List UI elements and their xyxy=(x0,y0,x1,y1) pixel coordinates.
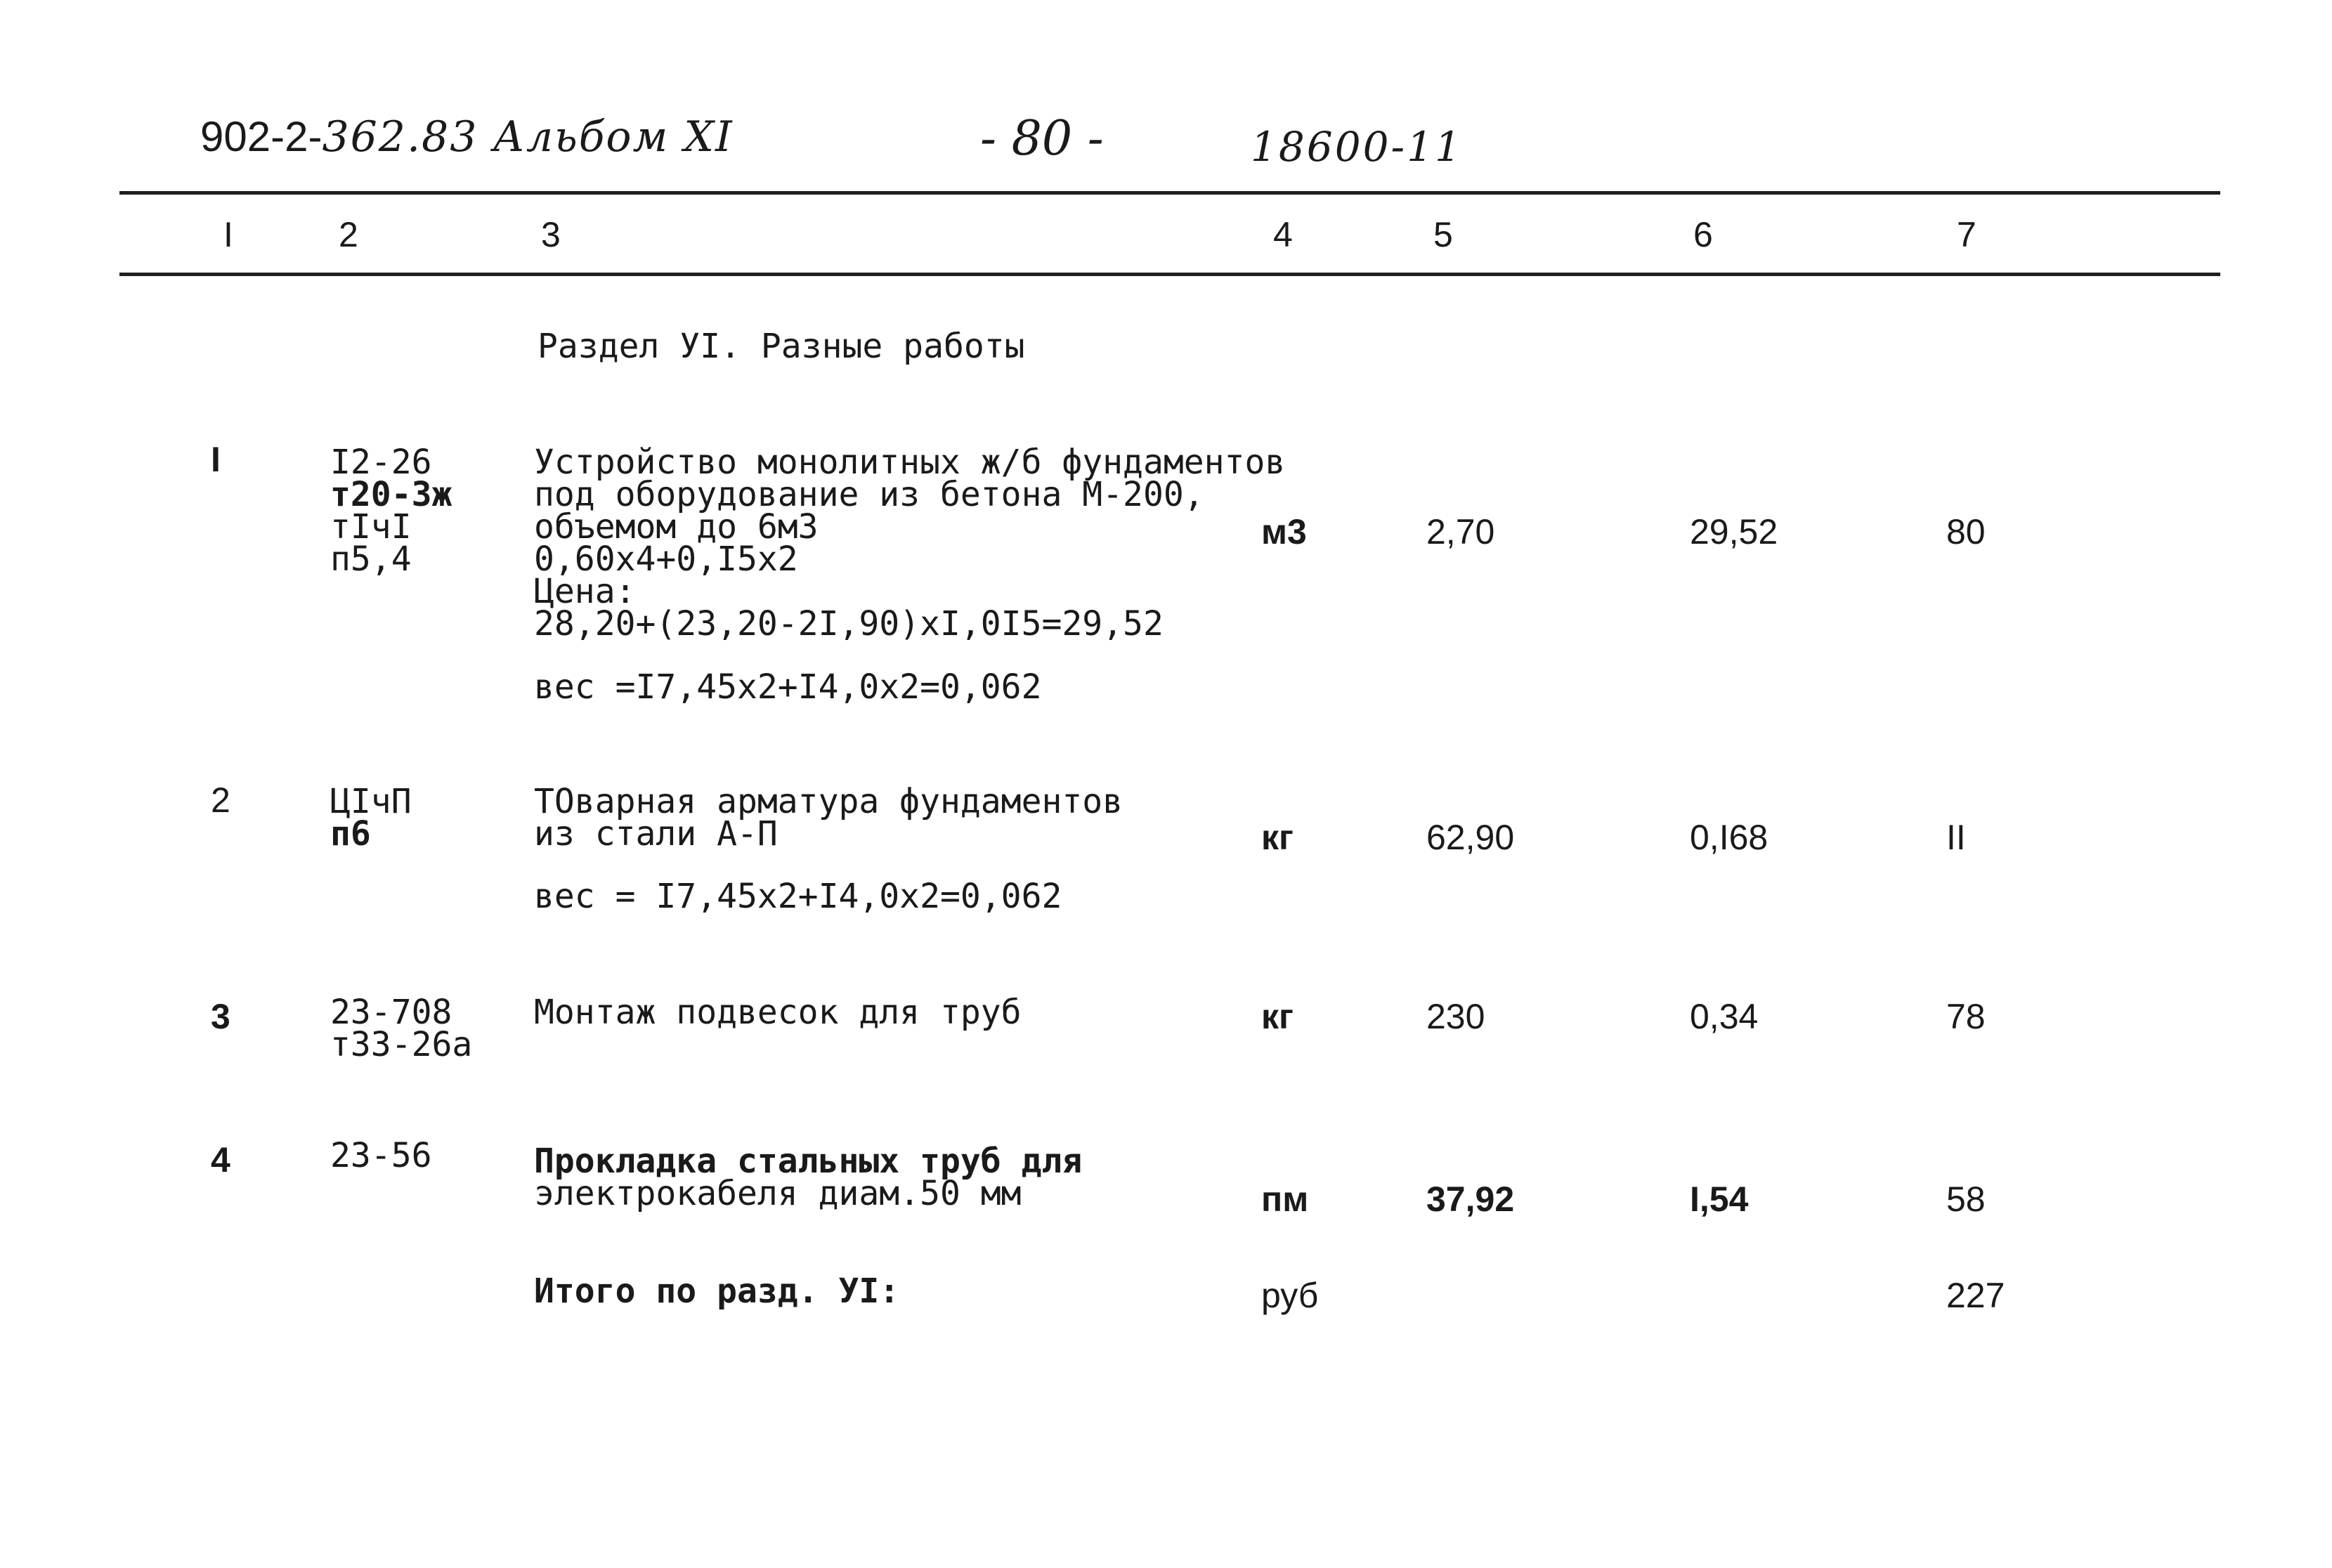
row-4-description xyxy=(534,1142,1083,1213)
row-3-unit: кг xyxy=(1261,997,1294,1036)
row-1-code-line: т20-3ж xyxy=(330,475,452,514)
row-4-code xyxy=(330,1136,432,1175)
row-2-total: II xyxy=(1946,818,1966,857)
row-4-price: I,54 xyxy=(1690,1180,1749,1219)
section-title: Раздел УI. Разные работы xyxy=(538,327,1025,366)
row-2-price: 0,I68 xyxy=(1690,818,1768,857)
row-2-code xyxy=(330,782,412,854)
row-3-code xyxy=(330,993,473,1064)
row-1-code xyxy=(330,443,452,579)
row-2-unit: кг xyxy=(1261,818,1294,857)
header-bottom-rule xyxy=(119,273,2220,276)
column-number-5: 5 xyxy=(1433,215,1453,254)
column-number-7: 7 xyxy=(1957,215,1976,254)
row-2-code-line: п6 xyxy=(330,814,371,854)
row-3-price: 0,34 xyxy=(1690,997,1759,1036)
row-3-code-line: 23-708 xyxy=(330,993,452,1032)
row-3-description xyxy=(534,993,1022,1032)
row-1-unit: м3 xyxy=(1261,512,1307,551)
summary-unit: руб xyxy=(1261,1276,1319,1315)
row-1-price: 29,52 xyxy=(1690,512,1778,551)
document-code-printed: 902-2- xyxy=(200,113,323,160)
column-number-3: 3 xyxy=(541,215,561,254)
row-1-total: 80 xyxy=(1946,512,1986,551)
document-code xyxy=(200,112,734,162)
column-number-4: 4 xyxy=(1273,215,1293,254)
row-3-quantity: 230 xyxy=(1426,997,1485,1036)
row-4-quantity: 37,92 xyxy=(1426,1180,1515,1219)
row-4-number: 4 xyxy=(211,1140,230,1180)
row-1-desc-line: Цена: xyxy=(534,572,636,611)
row-3-number: 3 xyxy=(211,997,230,1036)
row-1-code-line: п5,4 xyxy=(330,540,412,579)
row-2-weight: вес = I7,45х2+I4,0х2=0,062 xyxy=(534,877,1062,916)
row-4-total: 58 xyxy=(1946,1180,1986,1219)
row-1-code-line: тIчI xyxy=(330,507,412,547)
column-number-1: I xyxy=(223,215,233,254)
document-number: 18600-11 xyxy=(1251,123,1463,171)
row-2-code-line: ЦIчП xyxy=(330,782,412,821)
row-4-desc-line: электрокабеля диам.50 мм xyxy=(534,1174,1022,1213)
row-1-desc-line: 28,20+(23,20-2I,90)хI,0I5=29,52 xyxy=(534,604,1164,643)
row-4-code-line: 23-56 xyxy=(330,1136,432,1175)
row-1-code-line: I2-26 xyxy=(330,443,432,482)
summary-total: 227 xyxy=(1946,1276,2005,1315)
row-3-desc-line: Монтаж подвесок для труб xyxy=(534,993,1022,1032)
column-number-6: 6 xyxy=(1693,215,1713,254)
row-1-description xyxy=(534,443,1286,643)
row-4-unit: пм xyxy=(1261,1180,1309,1219)
row-1-desc-line: Устройство монолитных ж/б фундаментов xyxy=(534,443,1286,482)
page-number: - 80 - xyxy=(980,111,1104,166)
row-2-desc-line: ТОварная арматура фундаментов xyxy=(534,782,1123,821)
row-4-desc-line: Прокладка стальных труб для xyxy=(534,1142,1083,1181)
row-1-number: I xyxy=(211,440,221,479)
document-code-handwritten: 362.83 Альбом XI xyxy=(322,112,734,162)
row-2-quantity: 62,90 xyxy=(1426,818,1515,857)
column-number-2: 2 xyxy=(339,215,358,254)
row-1-quantity: 2,70 xyxy=(1426,512,1495,551)
row-3-total: 78 xyxy=(1946,997,1986,1036)
row-1-desc-line: объемом до 6м3 xyxy=(534,507,819,547)
row-2-description xyxy=(534,782,1123,854)
row-1-weight: вес =I7,45х2+I4,0х2=0,062 xyxy=(534,667,1042,707)
summary-label: Итого по разд. УI: xyxy=(534,1272,900,1311)
header-top-rule xyxy=(119,191,2220,195)
row-2-desc-line: из стали А-П xyxy=(534,814,778,854)
row-1-desc-line: 0,60х4+0,I5х2 xyxy=(534,540,798,579)
row-1-desc-line: под оборудование из бетона М-200, xyxy=(534,475,1204,514)
row-2-number: 2 xyxy=(211,780,230,820)
row-3-code-line: т33-26а xyxy=(330,1025,473,1064)
